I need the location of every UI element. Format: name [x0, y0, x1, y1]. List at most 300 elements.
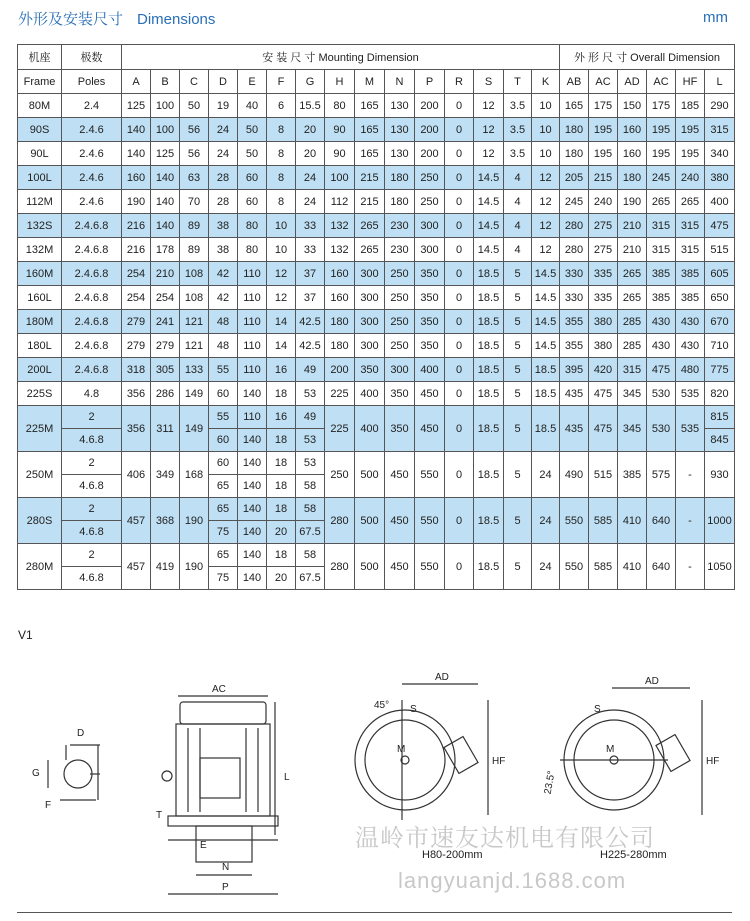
- table-cell: 180: [618, 166, 647, 190]
- poles-cell: 4.8: [62, 382, 122, 406]
- table-cell: 300: [355, 310, 385, 334]
- table-cell: 55: [209, 358, 238, 382]
- table-cell: 216: [122, 238, 151, 262]
- table-cell: 18.5: [532, 382, 560, 406]
- table-cell: 110: [238, 358, 267, 382]
- front1-caption: H80-200mm: [422, 849, 483, 861]
- table-cell: 180: [385, 190, 415, 214]
- table-cell: 350: [415, 286, 445, 310]
- table-cell: 0: [445, 94, 474, 118]
- table-cell: 195: [676, 118, 705, 142]
- table-cell: 400: [415, 358, 445, 382]
- table-cell: 4: [504, 166, 532, 190]
- table-cell: 254: [151, 286, 180, 310]
- table-cell: 20: [267, 567, 296, 590]
- poles-cell: 2.4.6: [62, 118, 122, 142]
- table-cell: 300: [415, 214, 445, 238]
- table-cell: 210: [151, 262, 180, 286]
- table-cell: 265: [618, 286, 647, 310]
- poles-cell: 2: [62, 406, 122, 429]
- side-l-label: L: [284, 772, 290, 783]
- table-cell: 5: [504, 406, 532, 452]
- column-header: F: [267, 70, 296, 94]
- table-cell: 180: [325, 334, 355, 358]
- table-cell: 58: [296, 544, 325, 567]
- watermark-company: 温岭市速友达机电有限公司: [355, 825, 655, 852]
- table-cell: 75: [209, 567, 238, 590]
- table-cell: 240: [676, 166, 705, 190]
- table-cell: 110: [238, 286, 267, 310]
- poles-cell: 2.4.6.8: [62, 286, 122, 310]
- table-cell: 125: [151, 142, 180, 166]
- front2-m-label: M: [606, 744, 615, 755]
- v1-label: V1: [18, 628, 33, 642]
- table-cell: 18: [267, 475, 296, 498]
- column-header: M: [355, 70, 385, 94]
- table-cell: 200: [415, 142, 445, 166]
- table-cell: 318: [122, 358, 151, 382]
- table-cell: 24: [296, 190, 325, 214]
- table-cell: 18.5: [474, 498, 504, 544]
- table-cell: 4: [504, 214, 532, 238]
- table-cell: 300: [385, 358, 415, 382]
- shaft-end-drawing: [32, 728, 100, 811]
- table-cell: 4: [504, 190, 532, 214]
- column-header: E: [238, 70, 267, 94]
- table-cell: 130: [385, 94, 415, 118]
- side-view-drawing: [156, 684, 290, 894]
- table-cell: 8: [267, 118, 296, 142]
- frame-cell: 160M: [18, 262, 62, 286]
- table-cell: 190: [180, 544, 209, 590]
- table-cell: 241: [151, 310, 180, 334]
- table-cell: 19: [209, 94, 238, 118]
- title-en: Dimensions: [137, 11, 216, 28]
- poles-cell: 4.6.8: [62, 475, 122, 498]
- table-cell: 670: [705, 310, 735, 334]
- table-cell: 380: [705, 166, 735, 190]
- table-cell: 457: [122, 544, 151, 590]
- title-cn: 外形及安装尺寸: [18, 11, 124, 28]
- poles-en-header: Poles: [62, 70, 122, 94]
- table-cell: 140: [238, 452, 267, 475]
- poles-cell: 4.6.8: [62, 521, 122, 544]
- table-cell: 368: [151, 498, 180, 544]
- table-cell: 240: [589, 190, 618, 214]
- table-cell: 190: [618, 190, 647, 214]
- table-cell: 132: [325, 238, 355, 262]
- table-cell: 5: [504, 498, 532, 544]
- table-cell: 0: [445, 118, 474, 142]
- table-cell: 60: [238, 166, 267, 190]
- column-header: A: [122, 70, 151, 94]
- table-cell: 140: [122, 118, 151, 142]
- column-header: R: [445, 70, 474, 94]
- table-cell: 285: [618, 334, 647, 358]
- table-cell: 245: [560, 190, 589, 214]
- table-cell: 280: [325, 544, 355, 590]
- table-cell: 18.5: [532, 406, 560, 452]
- table-cell: 200: [415, 118, 445, 142]
- table-cell: 150: [618, 94, 647, 118]
- table-cell: 535: [676, 406, 705, 452]
- table-cell: 350: [385, 382, 415, 406]
- table-cell: 350: [355, 358, 385, 382]
- table-cell: 356: [122, 382, 151, 406]
- table-cell: 80: [238, 214, 267, 238]
- table-cell: 180: [560, 142, 589, 166]
- table-cell: 5: [504, 382, 532, 406]
- table-cell: 14: [267, 310, 296, 334]
- frame-cell: 80M: [18, 94, 62, 118]
- table-cell: 24: [532, 498, 560, 544]
- table-cell: 0: [445, 310, 474, 334]
- poles-cell: 2.4.6.8: [62, 262, 122, 286]
- column-header: P: [415, 70, 445, 94]
- frame-cell: 180L: [18, 334, 62, 358]
- table-cell: 58: [296, 498, 325, 521]
- table-cell: 0: [445, 544, 474, 590]
- table-cell: 215: [589, 166, 618, 190]
- table-cell: 12: [532, 214, 560, 238]
- table-cell: 350: [385, 406, 415, 452]
- table-cell: 350: [415, 262, 445, 286]
- table-cell: 149: [180, 382, 209, 406]
- table-cell: 355: [560, 334, 589, 358]
- table-cell: 605: [705, 262, 735, 286]
- table-cell: 450: [415, 382, 445, 406]
- table-cell: 300: [355, 262, 385, 286]
- table-cell: 15.5: [296, 94, 325, 118]
- table-cell: 18: [267, 429, 296, 452]
- table-cell: 200: [415, 94, 445, 118]
- table-cell: 140: [122, 142, 151, 166]
- table-cell: 140: [151, 190, 180, 214]
- table-cell: 1000: [705, 498, 735, 544]
- frame-cell: 225S: [18, 382, 62, 406]
- poles-cell: 2: [62, 544, 122, 567]
- table-cell: 140: [238, 498, 267, 521]
- table-cell: 0: [445, 190, 474, 214]
- table-cell: 315: [618, 358, 647, 382]
- table-cell: 215: [355, 190, 385, 214]
- table-cell: 475: [589, 406, 618, 452]
- table-cell: 250: [385, 262, 415, 286]
- table-cell: 12: [474, 142, 504, 166]
- table-cell: 385: [676, 262, 705, 286]
- table-cell: 0: [445, 286, 474, 310]
- table-cell: 10: [532, 118, 560, 142]
- table-cell: 180: [325, 310, 355, 334]
- table-cell: 14.5: [532, 334, 560, 358]
- table-cell: 315: [647, 238, 676, 262]
- table-cell: 820: [705, 382, 735, 406]
- table-cell: 18.5: [474, 452, 504, 498]
- table-cell: 14.5: [532, 286, 560, 310]
- table-cell: 265: [355, 214, 385, 238]
- table-cell: 930: [705, 452, 735, 498]
- poles-cell: 2.4.6.8: [62, 214, 122, 238]
- poles-cell: 2.4.6: [62, 166, 122, 190]
- table-cell: 6: [267, 94, 296, 118]
- table-cell: 265: [647, 190, 676, 214]
- column-header: AC: [589, 70, 618, 94]
- table-cell: 0: [445, 238, 474, 262]
- table-cell: 175: [647, 94, 676, 118]
- table-cell: 14.5: [532, 262, 560, 286]
- table-cell: 75: [209, 521, 238, 544]
- table-cell: 335: [589, 262, 618, 286]
- side-ac-label: AC: [212, 684, 226, 695]
- table-cell: 8: [267, 190, 296, 214]
- frame-cell: 90S: [18, 118, 62, 142]
- table-cell: 20: [267, 521, 296, 544]
- table-cell: 60: [209, 429, 238, 452]
- frame-cell: 280S: [18, 498, 62, 544]
- column-header: AD: [618, 70, 647, 94]
- table-cell: 280: [560, 214, 589, 238]
- table-cell: 315: [647, 214, 676, 238]
- table-cell: 14: [267, 334, 296, 358]
- table-cell: 42: [209, 286, 238, 310]
- poles-cell: 2: [62, 498, 122, 521]
- table-cell: 90: [325, 118, 355, 142]
- poles-cn-header: 极数: [62, 45, 122, 70]
- table-cell: 195: [647, 118, 676, 142]
- table-cell: 18.5: [474, 334, 504, 358]
- table-cell: 4: [504, 238, 532, 262]
- frame-en-header: Frame: [18, 70, 62, 94]
- table-cell: 845: [705, 429, 735, 452]
- table-cell: 18: [267, 382, 296, 406]
- table-cell: 475: [647, 358, 676, 382]
- table-cell: 65: [209, 498, 238, 521]
- table-cell: 210: [618, 214, 647, 238]
- table-cell: 279: [122, 334, 151, 358]
- table-cell: 16: [267, 406, 296, 429]
- table-cell: 315: [705, 118, 735, 142]
- table-cell: 24: [532, 452, 560, 498]
- table-cell: 60: [209, 382, 238, 406]
- poles-cell: 2: [62, 452, 122, 475]
- table-cell: 230: [385, 238, 415, 262]
- column-header: T: [504, 70, 532, 94]
- table-cell: 475: [589, 382, 618, 406]
- table-cell: 385: [676, 286, 705, 310]
- table-cell: 500: [355, 544, 385, 590]
- table-cell: 265: [676, 190, 705, 214]
- table-cell: 775: [705, 358, 735, 382]
- table-cell: 311: [151, 406, 180, 452]
- table-cell: 140: [238, 567, 267, 590]
- table-cell: 430: [676, 310, 705, 334]
- table-cell: 419: [151, 544, 180, 590]
- table-cell: 550: [560, 544, 589, 590]
- table-cell: 300: [415, 238, 445, 262]
- table-cell: 195: [589, 118, 618, 142]
- column-header: N: [385, 70, 415, 94]
- front-view-h225-drawing: [543, 676, 720, 815]
- front1-hf-label: HF: [492, 756, 506, 767]
- table-cell: 160: [325, 262, 355, 286]
- table-cell: 110: [238, 310, 267, 334]
- table-cell: 550: [560, 498, 589, 544]
- table-cell: 24: [296, 166, 325, 190]
- table-cell: 650: [705, 286, 735, 310]
- table-cell: 18.5: [474, 358, 504, 382]
- table-cell: 5: [504, 334, 532, 358]
- table-cell: 38: [209, 238, 238, 262]
- column-header: AB: [560, 70, 589, 94]
- table-cell: 18.5: [474, 286, 504, 310]
- table-cell: 60: [209, 452, 238, 475]
- table-cell: 37: [296, 262, 325, 286]
- table-cell: 480: [676, 358, 705, 382]
- table-cell: 0: [445, 452, 474, 498]
- table-cell: 175: [589, 94, 618, 118]
- table-cell: 12: [532, 238, 560, 262]
- table-cell: 406: [122, 452, 151, 498]
- table-cell: 0: [445, 142, 474, 166]
- table-cell: 140: [238, 475, 267, 498]
- table-cell: 315: [676, 238, 705, 262]
- table-cell: 515: [705, 238, 735, 262]
- table-cell: 345: [618, 382, 647, 406]
- poles-cell: 4.6.8: [62, 429, 122, 452]
- table-cell: 18.5: [474, 310, 504, 334]
- table-cell: 190: [122, 190, 151, 214]
- table-cell: 5: [504, 286, 532, 310]
- shaft-f-label: F: [45, 800, 52, 811]
- front1-angle-label: 45°: [374, 700, 390, 711]
- front2-s-label: S: [594, 704, 601, 715]
- table-cell: 149: [180, 406, 209, 452]
- table-cell: 56: [180, 118, 209, 142]
- table-cell: 400: [355, 382, 385, 406]
- table-cell: 33: [296, 214, 325, 238]
- table-cell: 205: [560, 166, 589, 190]
- table-cell: 18.5: [474, 382, 504, 406]
- table-cell: 400: [355, 406, 385, 452]
- table-cell: 49: [296, 406, 325, 429]
- side-p-label: P: [222, 882, 229, 893]
- front2-hf-label: HF: [706, 756, 720, 767]
- table-cell: 550: [415, 452, 445, 498]
- table-cell: 49: [296, 358, 325, 382]
- table-cell: 815: [705, 406, 735, 429]
- table-cell: 80: [238, 238, 267, 262]
- table-cell: 190: [180, 498, 209, 544]
- front1-s-label: S: [410, 704, 417, 715]
- table-cell: 195: [647, 142, 676, 166]
- poles-cell: 2.4.6.8: [62, 238, 122, 262]
- frame-cell: 280M: [18, 544, 62, 590]
- column-header: B: [151, 70, 180, 94]
- table-cell: 640: [647, 544, 676, 590]
- table-cell: 290: [705, 94, 735, 118]
- table-cell: 450: [415, 406, 445, 452]
- poles-cell: 2.4.6.8: [62, 310, 122, 334]
- table-cell: 65: [209, 544, 238, 567]
- table-cell: 530: [647, 406, 676, 452]
- frame-cn-header: 机座: [18, 45, 62, 70]
- table-cell: 530: [647, 382, 676, 406]
- table-cell: 180: [560, 118, 589, 142]
- table-cell: 435: [560, 382, 589, 406]
- table-cell: 18: [267, 544, 296, 567]
- table-cell: 130: [385, 118, 415, 142]
- table-cell: 67.5: [296, 521, 325, 544]
- table-cell: 10: [267, 238, 296, 262]
- table-cell: 279: [151, 334, 180, 358]
- table-cell: -: [676, 498, 705, 544]
- table-cell: 640: [647, 498, 676, 544]
- table-cell: 275: [589, 238, 618, 262]
- frame-cell: 200L: [18, 358, 62, 382]
- table-cell: 133: [180, 358, 209, 382]
- table-cell: 165: [355, 118, 385, 142]
- table-cell: 3.5: [504, 94, 532, 118]
- table-cell: 5: [504, 358, 532, 382]
- table-cell: 33: [296, 238, 325, 262]
- front2-ad-label: AD: [645, 676, 659, 687]
- table-cell: 24: [209, 118, 238, 142]
- table-cell: 285: [618, 310, 647, 334]
- column-header: C: [180, 70, 209, 94]
- table-cell: 457: [122, 498, 151, 544]
- table-cell: 279: [122, 310, 151, 334]
- table-cell: 250: [325, 452, 355, 498]
- table-cell: 12: [267, 262, 296, 286]
- table-cell: 500: [355, 498, 385, 544]
- table-cell: 12: [532, 166, 560, 190]
- table-cell: 250: [385, 286, 415, 310]
- table-cell: 3.5: [504, 118, 532, 142]
- table-cell: 500: [355, 452, 385, 498]
- column-header: H: [325, 70, 355, 94]
- table-cell: 67.5: [296, 567, 325, 590]
- table-cell: 168: [180, 452, 209, 498]
- table-cell: 430: [647, 310, 676, 334]
- table-cell: 0: [445, 262, 474, 286]
- column-header: K: [532, 70, 560, 94]
- table-cell: 165: [355, 94, 385, 118]
- table-cell: 125: [122, 94, 151, 118]
- table-cell: 63: [180, 166, 209, 190]
- table-cell: 195: [589, 142, 618, 166]
- frame-cell: 90L: [18, 142, 62, 166]
- table-cell: 0: [445, 406, 474, 452]
- table-cell: 330: [560, 286, 589, 310]
- table-cell: 140: [151, 214, 180, 238]
- table-cell: 24: [209, 142, 238, 166]
- watermark-url: langyuanjd.1688.com: [398, 868, 627, 893]
- table-cell: 60: [238, 190, 267, 214]
- side-e-label: E: [200, 840, 207, 851]
- table-cell: 10: [532, 94, 560, 118]
- table-cell: 160: [618, 118, 647, 142]
- table-cell: 5: [504, 310, 532, 334]
- column-header: L: [705, 70, 735, 94]
- table-cell: 100: [151, 94, 180, 118]
- table-cell: 160: [618, 142, 647, 166]
- table-cell: 14.5: [474, 214, 504, 238]
- poles-cell: 2.4.6: [62, 142, 122, 166]
- shaft-circle: [64, 760, 92, 788]
- front1-m-label: M: [397, 744, 406, 755]
- table-cell: 160: [325, 286, 355, 310]
- table-cell: 250: [385, 334, 415, 358]
